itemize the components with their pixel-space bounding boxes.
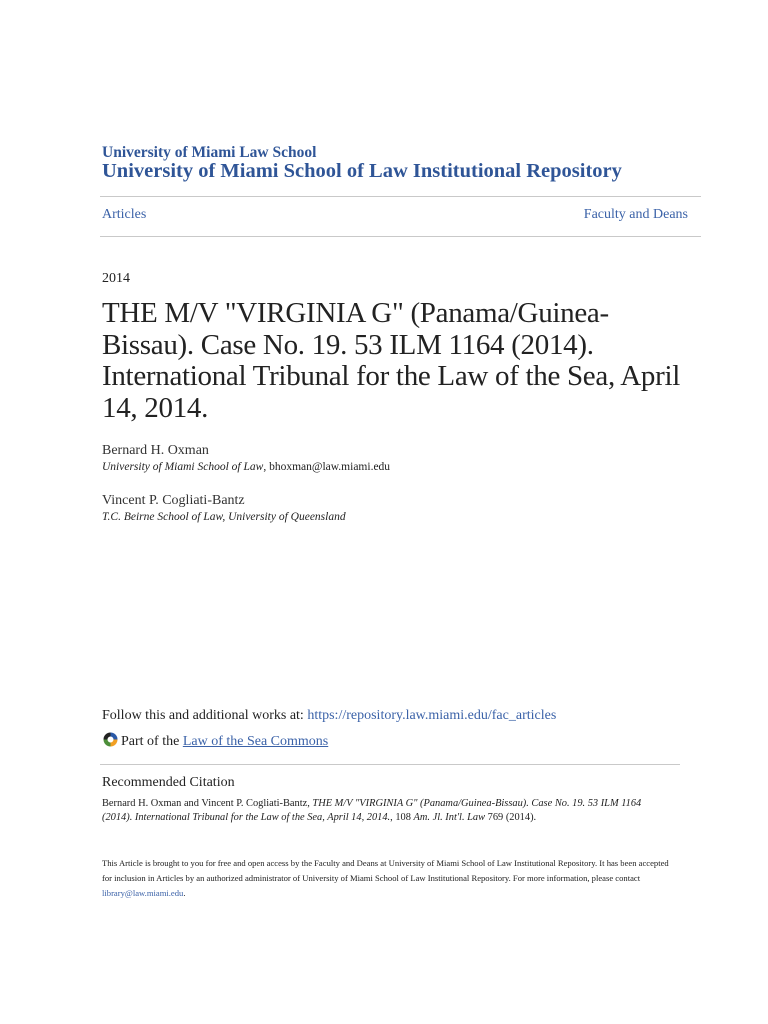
citation-tail: 769 (2014). (485, 812, 537, 823)
part-of-prefix: Part of the (121, 734, 183, 749)
citation-journal: Am. Jl. Int'l. Law (413, 812, 486, 823)
access-statement (102, 856, 672, 901)
institution-short-name[interactable]: University of Miami Law School (102, 144, 317, 161)
recommended-citation-heading: Recommended Citation (102, 775, 235, 790)
articles-link[interactable]: Articles (102, 207, 147, 222)
access-statement-text: This Article is brought to you for free and open access by the Faculty and Deans at University of Miami School of Law Institutional Repository. It has been accepted for inclusion in Articles by an authorized administrator of University of Miami School of Law Institutional Repository. For more information, please contact (102, 858, 669, 883)
repository-title[interactable]: University of Miami School of Law Institutional Repository (102, 160, 622, 182)
author-affiliation (102, 511, 346, 523)
citation-text (102, 797, 662, 825)
divider (100, 236, 701, 237)
citation-separator: , 108 (390, 812, 414, 823)
commons-icon (102, 731, 119, 748)
article-title: THE M/V "VIRGINIA G" (Panama/Guinea-Bissau). Case No. 19. 53 ILM 1164 (2014). International Tribunal for the Law of the Sea, April 14, 2014. (102, 297, 680, 424)
citation-title: THE M/V "VIRGINIA G" (Panama/Guinea-Bissau). Case No. 19. 53 ILM 1164 (2014). International Tribunal for the Law of the Sea, April 14, 2014. (102, 798, 642, 823)
faculty-and-deans-link[interactable]: Faculty and Deans (583, 207, 688, 222)
collection-url-link[interactable]: https://repository.law.miami.edu/fac_articles (307, 708, 557, 723)
author-name: Vincent P. Cogliati-Bantz (102, 493, 245, 508)
follow-prefix: Follow this and additional works at: (102, 708, 308, 723)
law-of-the-sea-commons-link[interactable]: Law of the Sea Commons (182, 734, 329, 749)
separator: , (263, 461, 270, 473)
author-affiliation (102, 461, 390, 473)
library-email-link[interactable]: library@law.miami.edu (102, 888, 184, 898)
affiliation-text: T.C. Beirne School of Law, University of Queensland (102, 511, 346, 523)
publication-year: 2014 (102, 271, 130, 286)
affiliation-text: University of Miami School of Law (102, 461, 264, 473)
divider (100, 196, 701, 197)
author-name: Bernard H. Oxman (102, 443, 209, 458)
author-email: bhoxman@law.miami.edu (269, 461, 391, 473)
part-of-line (102, 731, 328, 750)
follow-line (102, 708, 556, 724)
divider (100, 764, 680, 765)
citation-authors: Bernard H. Oxman and Vincent P. Cogliati-Bantz, (102, 798, 313, 809)
access-statement-end: . (183, 888, 186, 898)
